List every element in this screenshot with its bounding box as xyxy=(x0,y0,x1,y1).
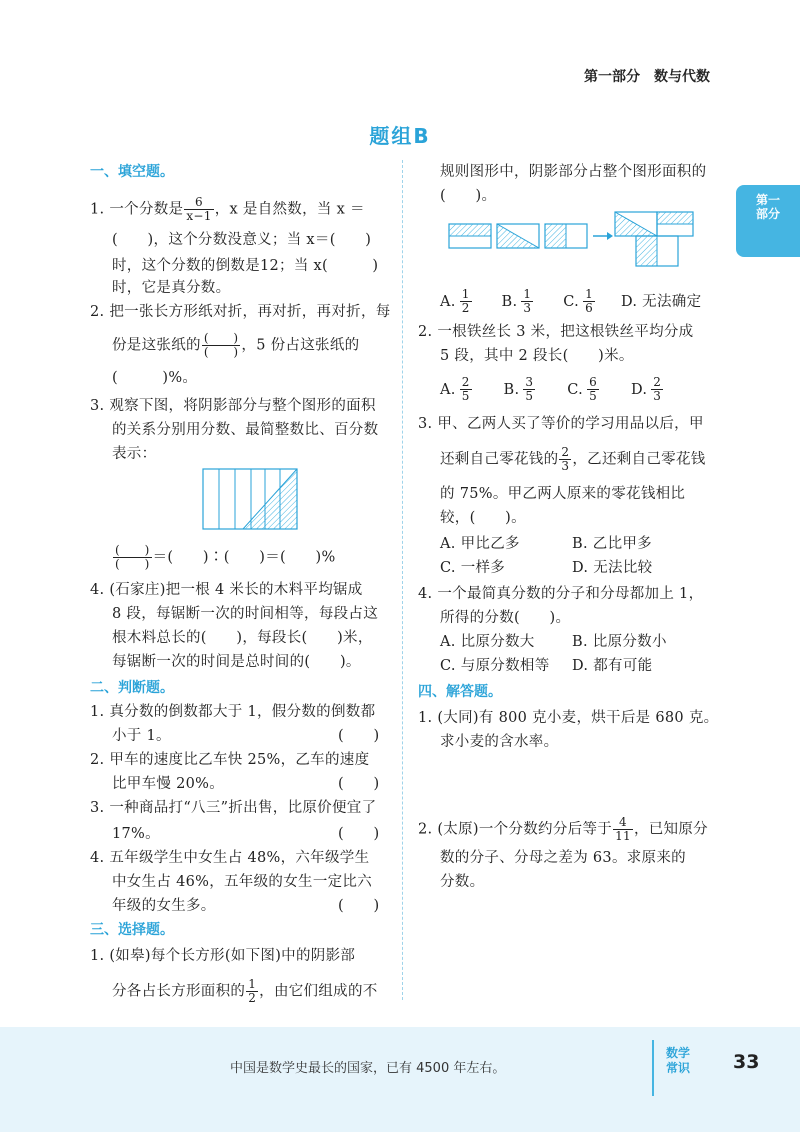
c2-option-a-frac xyxy=(460,376,472,403)
c1-option-a-den: 2 xyxy=(461,301,470,315)
j4-mark: ( ) xyxy=(338,898,380,914)
page-title: 题组B xyxy=(369,124,431,148)
answer-heading: 四、解答题。 xyxy=(418,684,502,700)
c3-line2 xyxy=(440,446,706,473)
c2-option-c-frac xyxy=(587,376,599,403)
q3-answer xyxy=(112,544,336,571)
q1-text-a: 1. 一个分数是 xyxy=(90,201,184,218)
q1-den: x−1 xyxy=(186,209,212,223)
c2-option-b-den: 5 xyxy=(525,389,534,403)
choice-heading: 三、选择题。 xyxy=(90,922,174,938)
side-tab xyxy=(736,185,800,257)
c2-option-a[interactable] xyxy=(440,375,473,403)
c2-option-a-den: 5 xyxy=(461,389,470,403)
side-tab-line2: 部分 xyxy=(755,207,780,221)
a2-num: 4 xyxy=(613,816,633,830)
c1-option-a-frac xyxy=(460,288,472,315)
q3-line3: 表示： xyxy=(112,446,157,462)
c2-option-d[interactable] xyxy=(630,375,664,403)
c3-fraction xyxy=(559,446,571,473)
c2-line2: 5 段，其中 2 段长( )米。 xyxy=(440,348,634,364)
c2-option-b[interactable] xyxy=(503,375,537,403)
c1-text-a: 分各占长方形面积的 xyxy=(112,983,246,1000)
q3-ans-den: ( ) xyxy=(115,557,150,571)
c2-option-c-label: C. xyxy=(567,381,584,398)
page-number: 33 xyxy=(733,1051,760,1073)
c2-option-c-den: 5 xyxy=(589,389,598,403)
footer-tag-line2: 常识 xyxy=(665,1061,690,1075)
a2-line3: 分数。 xyxy=(440,874,485,890)
c2-line1: 2. 一根铁丝长 3 米，把这根铁丝平均分成 xyxy=(418,324,694,340)
c3-option-a[interactable]: A. 甲比乙多 xyxy=(440,536,520,552)
c1-text-b: ，由它们组成的不 xyxy=(259,983,378,1000)
q1-line1 xyxy=(90,196,365,223)
judge-heading: 二、判断题。 xyxy=(90,680,174,696)
a1-line1: 1. (大同)有 800 克小麦，烘干后是 680 克。 xyxy=(418,710,719,726)
c2-option-c[interactable] xyxy=(567,375,600,403)
q2-num: ( ) xyxy=(203,331,239,345)
q1-fraction xyxy=(184,196,213,223)
j2-mark: ( ) xyxy=(338,776,380,792)
c3-line4: 较，( )。 xyxy=(440,510,526,526)
c1-option-b-den: 3 xyxy=(523,301,532,315)
q2-line3: ( )%。 xyxy=(112,370,198,386)
c1-option-c-label: C. xyxy=(563,293,580,310)
c1-option-b-num: 1 xyxy=(523,287,532,301)
j1-line1: 1. 真分数的倒数都大于 1，假分数的倒数都 xyxy=(90,704,376,720)
c3-text-b: ，乙还剩自己零花钱 xyxy=(572,451,706,468)
c2-option-b-label: B. xyxy=(503,381,520,398)
c1-option-c-num: 1 xyxy=(585,287,594,301)
j1-mark: ( ) xyxy=(338,728,380,744)
c3-line1: 3. 甲、乙两人买了等价的学习用品以后，甲 xyxy=(418,416,704,432)
j3-mark: ( ) xyxy=(338,826,380,842)
j4-line3: 年级的女生多。 xyxy=(112,898,216,914)
footer-divider xyxy=(652,1040,654,1096)
j2-line2: 比甲车慢 20%。 xyxy=(112,776,225,792)
a2-text-a: 2. (太原)一个分数约分后等于 xyxy=(418,821,613,838)
c1-option-a[interactable] xyxy=(440,287,473,315)
q2-text-a: 份是这张纸的 xyxy=(112,337,201,354)
c3-option-b[interactable]: B. 乙比甲多 xyxy=(572,536,652,552)
side-tab-line1: 第一 xyxy=(755,193,780,207)
c4-option-d[interactable]: D. 都有可能 xyxy=(572,658,653,674)
q4-line2: 8 段，每锯断一次的时间相等，每段占这 xyxy=(112,606,379,622)
q4-line4: 每锯断一次的时间是总时间的( )。 xyxy=(112,654,361,670)
c3-text-a: 还剩自己零花钱的 xyxy=(440,451,559,468)
c4-option-c[interactable]: C. 与原分数相等 xyxy=(440,658,550,674)
c1-figure xyxy=(447,210,695,268)
a2-den: 11 xyxy=(615,829,631,843)
c2-option-b-frac xyxy=(523,376,535,403)
c2-option-d-label: D. xyxy=(630,381,648,398)
q4-line3: 根木料总长的( )，每段长( )米， xyxy=(112,630,373,646)
a1-line2: 求小麦的含水率。 xyxy=(440,734,559,750)
c2-option-a-label: A. xyxy=(440,381,456,398)
a2-line1 xyxy=(418,816,708,843)
q3-ans-num: ( ) xyxy=(115,543,150,557)
q1-line3: 时，这个分数的倒数是12；当 x( ) xyxy=(112,258,379,274)
c1-options xyxy=(440,288,701,315)
footer-band xyxy=(0,1027,800,1132)
j4-line2: 中女生占 46%，五年级的女生一定比六 xyxy=(112,874,373,890)
q2-fraction xyxy=(202,332,241,359)
c2-option-b-num: 3 xyxy=(525,375,534,389)
c1-cont-line1: 规则图形中，阴影部分占整个图形面积的 xyxy=(440,164,707,180)
c1-option-d[interactable]: D. 无法确定 xyxy=(620,293,702,310)
c2-option-d-frac xyxy=(651,376,663,403)
q3-answer-fraction xyxy=(113,544,152,571)
c3-option-c[interactable]: C. 一样多 xyxy=(440,560,506,576)
c1-option-b-frac xyxy=(521,288,533,315)
q3-figure xyxy=(203,469,297,529)
c2-option-a-num: 2 xyxy=(461,375,470,389)
a2-fraction xyxy=(613,816,633,843)
c1-option-a-label: A. xyxy=(440,293,456,310)
c3-option-d[interactable]: D. 无法比较 xyxy=(572,560,653,576)
c1-line1: 1. (如皋)每个长方形(如下图)中的阴影部 xyxy=(90,948,356,964)
q3-ans-rest: ＝( )∶( )＝( )% xyxy=(152,549,336,566)
j1-line2: 小于 1。 xyxy=(112,728,171,744)
q1-line4: 时，它是真分数。 xyxy=(112,280,231,296)
j2-line1: 2. 甲车的速度比乙车快 25%，乙车的速度 xyxy=(90,752,370,768)
q3-line2: 的关系分别用分数、最简整数比、百分数 xyxy=(112,422,379,438)
q2-line2 xyxy=(112,332,359,359)
c1-option-c-frac xyxy=(583,288,595,315)
q3-line1: 3. 观察下图，将阴影部分与整个图形的面积 xyxy=(90,398,376,414)
section-header: 第一部分 数与代数 xyxy=(584,69,710,85)
c4-line1: 4. 一个最简真分数的分子和分母都加上 1， xyxy=(418,586,704,602)
footer-tag xyxy=(658,1046,698,1076)
j3-line2: 17%。 xyxy=(112,826,160,842)
q2-den: ( ) xyxy=(203,345,239,359)
c4-option-a[interactable]: A. 比原分数大 xyxy=(440,634,535,650)
column-divider xyxy=(402,160,403,1000)
q4-line1: 4. (石家庄)把一根 4 米长的木料平均锯成 xyxy=(90,582,363,598)
c2-options xyxy=(440,376,664,403)
a2-text-b: ，已知原分 xyxy=(633,821,708,838)
q2-line1: 2. 把一张长方形纸对折，再对折，再对折，每 xyxy=(90,304,391,320)
c4-line2: 所得的分数( )。 xyxy=(440,610,571,626)
c1-den: 2 xyxy=(248,991,257,1005)
c1-fraction xyxy=(246,978,258,1005)
c3-line3: 的 75%。甲乙两人原来的零花钱相比 xyxy=(440,486,686,502)
q2-text-b: ，5 份占这张纸的 xyxy=(241,337,360,354)
c2-option-c-num: 6 xyxy=(589,375,598,389)
c1-option-c-den: 6 xyxy=(585,301,594,315)
c3-den: 3 xyxy=(561,459,570,473)
c2-option-d-den: 3 xyxy=(653,389,662,403)
j3-line1: 3. 一种商品打“八三”折出售，比原价便宜了 xyxy=(90,800,377,816)
c1-cont-line2: ( )。 xyxy=(440,188,497,204)
q1-text-b: ，x 是自然数，当 x ＝ xyxy=(214,201,365,218)
c2-option-d-num: 2 xyxy=(653,375,662,389)
q1-line2: ( )，这个分数没意义；当 x＝( ) xyxy=(112,232,372,248)
j4-line1: 4. 五年级学生中女生占 48%，六年级学生 xyxy=(90,850,370,866)
c1-option-b-label: B. xyxy=(501,293,518,310)
footer-tag-line1: 数学 xyxy=(665,1046,690,1060)
c1-line2 xyxy=(112,978,378,1005)
footer-fact: 中国是数学史最长的国家，已有 4500 年左右。 xyxy=(230,1061,506,1076)
fill-heading: 一、填空题。 xyxy=(90,164,174,180)
a2-line2: 数的分子、分母之差为 63。求原来的 xyxy=(440,850,686,866)
c3-num: 2 xyxy=(561,445,570,459)
c4-option-b[interactable]: B. 比原分数小 xyxy=(572,634,667,650)
c1-option-b[interactable] xyxy=(501,287,535,315)
q1-num: 6 xyxy=(184,196,213,210)
c1-option-a-num: 1 xyxy=(461,287,470,301)
c1-num: 1 xyxy=(248,977,257,991)
c1-option-c[interactable] xyxy=(563,287,596,315)
